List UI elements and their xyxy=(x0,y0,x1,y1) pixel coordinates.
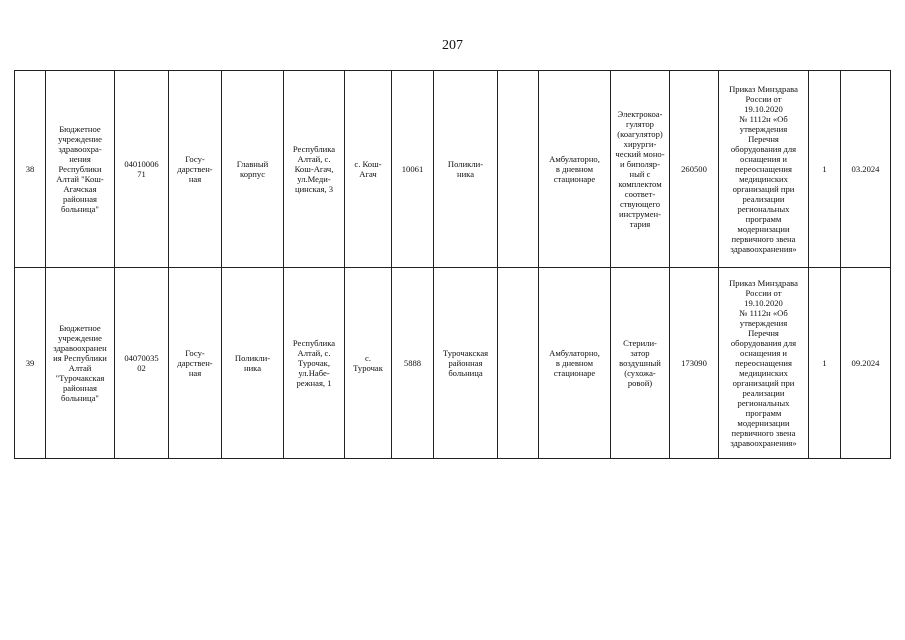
equipment-code-cell: 260500 xyxy=(670,71,719,268)
row-number-cell: 39 xyxy=(15,268,46,459)
ownership-cell: Госу- дарствен- ная xyxy=(169,71,222,268)
oktmo-cell: 5888 xyxy=(392,268,434,459)
organization-cell: Бюджетное учреждение здравоохра- нения Республики Алтай "Кош- Агачская районная больница" xyxy=(46,71,115,268)
care-form-cell: Амбулаторно, в дневном стационаре xyxy=(539,71,611,268)
division-cell: Поликли- ника xyxy=(434,71,498,268)
oktmo-cell: 10061 xyxy=(392,71,434,268)
organization-code-cell: 04010006 71 xyxy=(115,71,169,268)
quantity-cell: 1 xyxy=(809,268,841,459)
order-cell: Приказ Минздрава России от 19.10.2020 № 1112н «Об утверждения Перечня оборудования для оснащения и переоснащения медицинских организаций при реализации региональных программ модернизации первичного звена здравоохранения» xyxy=(719,268,809,459)
division-cell: Турочакская районная больница xyxy=(434,268,498,459)
locality-cell: с. Кош- Агач xyxy=(345,71,392,268)
address-cell: Республика Алтай, с. Кош-Агач, ул.Меди- цинская, 3 xyxy=(284,71,345,268)
equipment-registry-table xyxy=(14,70,891,459)
address-cell: Республика Алтай, с. Турочак, ул.Набе- режная, 1 xyxy=(284,268,345,459)
organization-code-cell: 04070035 02 xyxy=(115,268,169,459)
equipment-code-cell: 173090 xyxy=(670,268,719,459)
ownership-cell: Госу- дарствен- ная xyxy=(169,268,222,459)
order-cell: Приказ Минздрава России от 19.10.2020 № 1112н «Об утверждения Перечня оборудования для оснащения и переоснащения медицинских организаций при реализации региональных программ модернизации первичного звена здравоохранения» xyxy=(719,71,809,268)
equipment-cell: Электрокоа- гулятор (коагулятор) хирурги- ческий моно- и биполяр- ный с комплектом соответ- ствующего инструмен- тария xyxy=(611,71,670,268)
table-row xyxy=(15,71,891,268)
date-cell: 09.2024 xyxy=(841,268,891,459)
row-number-cell: 38 xyxy=(15,71,46,268)
care-form-cell: Амбулаторно, в дневном стационаре xyxy=(539,268,611,459)
locality-cell: с. Турочак xyxy=(345,268,392,459)
building-cell: Главный корпус xyxy=(222,71,284,268)
empty-cell xyxy=(498,268,539,459)
quantity-cell: 1 xyxy=(809,71,841,268)
equipment-cell: Стерили- затор воздушный (сухожа- ровой) xyxy=(611,268,670,459)
organization-cell: Бюджетное учреждение здравоохранен ия Республики Алтай "Турочакская районная больница" xyxy=(46,268,115,459)
building-cell: Поликли- ника xyxy=(222,268,284,459)
table-row xyxy=(15,268,891,459)
date-cell: 03.2024 xyxy=(841,71,891,268)
empty-cell xyxy=(498,71,539,268)
page-number: 207 xyxy=(442,38,463,53)
